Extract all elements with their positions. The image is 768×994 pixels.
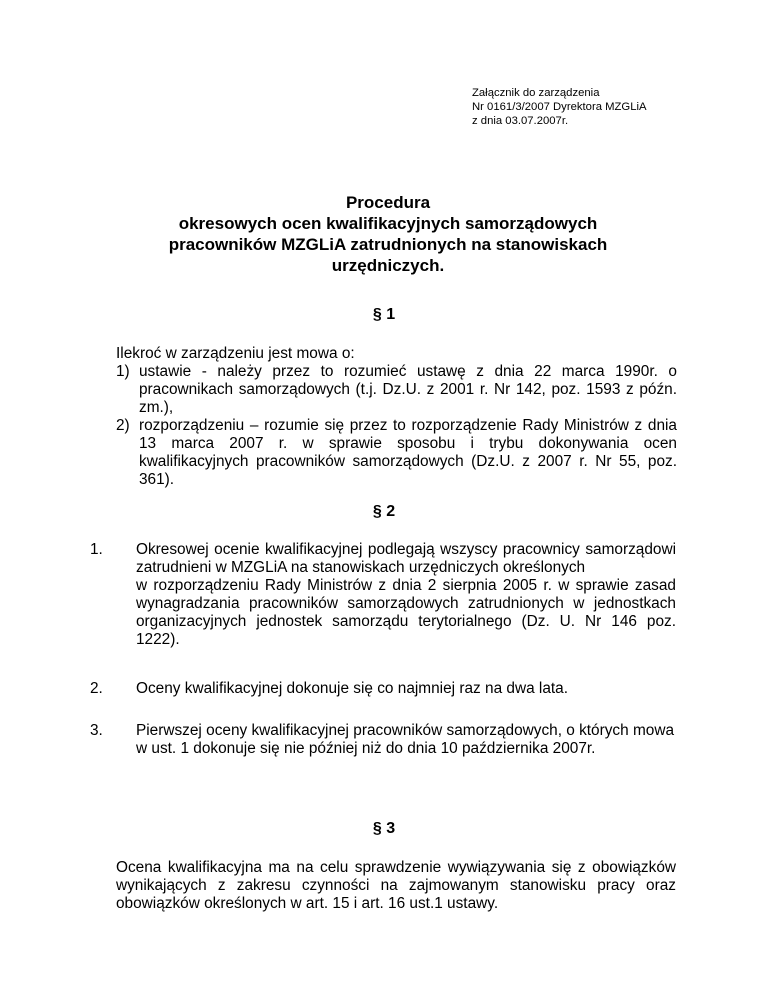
title-line: urzędniczych. bbox=[331, 256, 445, 275]
section-2-heading: § 2 bbox=[372, 503, 396, 520]
section-3-heading: § 3 bbox=[372, 820, 396, 837]
title-line: pracowników MZGLiA zatrudnionych na stanowiskach bbox=[168, 235, 608, 254]
list-item-text: ustawie - należy przez to rozumieć ustawę z dnia 22 marca 1990r. o pracownikach samorządowych (t.j. Dz.U. z 2001 r. Nr 142, poz. 1593 z późn. zm.), bbox=[139, 363, 677, 416]
title-line: Procedura bbox=[345, 193, 431, 212]
paragraph-text: Okresowej ocenie kwalifikacyjnej podlegają wszyscy pracownicy samorządowi zatrudnieni w MZGLiA na stanowiskach urzędniczych określonych bbox=[136, 541, 676, 576]
annex-line: Załącznik do zarządzenia bbox=[472, 87, 600, 99]
numbered-paragraph bbox=[90, 680, 676, 698]
list-item bbox=[116, 363, 677, 417]
annex-note bbox=[472, 86, 647, 128]
annex-line: z dnia 03.07.2007r. bbox=[472, 115, 569, 127]
paragraph-text: Oceny kwalifikacyjnej dokonuje się co najmniej raz na dwa lata. bbox=[136, 680, 569, 697]
document-title bbox=[100, 192, 676, 276]
list-item bbox=[116, 417, 677, 489]
list-item-number: 1) bbox=[116, 363, 130, 380]
list-item-text: rozporządzeniu – rozumie się przez to rozporządzenie Rady Ministrów z dnia 13 marca 2007 r. w sprawie sposobu i trybu dokonywania ocen kwalifikacyjnych pracowników samorządowych (Dz.U. z 2007 r. Nr 55, poz. 361). bbox=[139, 417, 677, 488]
paragraph-number: 3. bbox=[90, 722, 103, 739]
numbered-paragraph bbox=[90, 541, 676, 649]
paragraph-text: Pierwszej oceny kwalifikacyjnej pracowników samorządowych, o których mowa bbox=[136, 722, 675, 739]
paragraph-number: 2. bbox=[90, 680, 103, 697]
paragraph-text: w rozporządzeniu Rady Ministrów z dnia 2 sierpnia 2005 r. w sprawie zasad wynagradzania pracowników samorządowych zatrudnionych w jednostkach organizacyjnych jednostek samorządu terytorialnego (Dz. U. Nr 146 poz. 1222). bbox=[136, 577, 676, 648]
paragraph-number: 1. bbox=[90, 541, 103, 558]
section-3-text: Ocena kwalifikacyjna ma na celu sprawdzenie wywiązywania się z obowiązków wynikających z zakresu czynności na zajmowanym stanowisku pracy oraz obowiązków określonych w art. 15 i art. 16 ust.1 ustawy. bbox=[116, 859, 676, 912]
section-1-heading: § 1 bbox=[372, 306, 396, 323]
title-line: okresowych ocen kwalifikacyjnych samorządowych bbox=[178, 214, 598, 233]
numbered-paragraph bbox=[90, 722, 676, 758]
paragraph-text: w ust. 1 dokonuje się nie później niż do dnia 10 października 2007r. bbox=[136, 740, 596, 757]
list-item-number: 2) bbox=[116, 417, 130, 434]
definitions-list bbox=[116, 363, 677, 489]
annex-line: Nr 0161/3/2007 Dyrektora MZGLiA bbox=[472, 101, 647, 113]
section-1-intro: Ilekroć w zarządzeniu jest mowa o: bbox=[116, 345, 355, 362]
